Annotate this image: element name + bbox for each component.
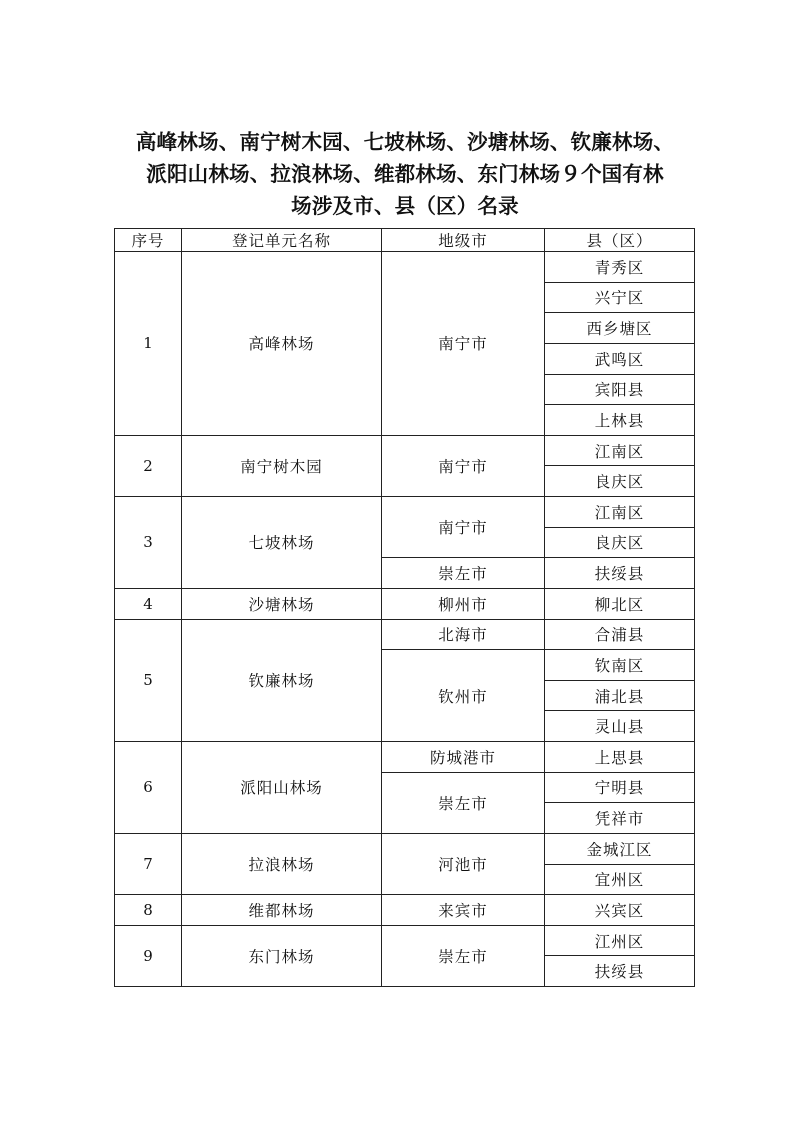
- table-row: [115, 925, 695, 956]
- county-name: 宾阳县: [545, 374, 695, 405]
- county-name: 扶绥县: [545, 558, 695, 589]
- table-row: [115, 742, 695, 773]
- city-name: 崇左市: [382, 558, 545, 589]
- unit-name: 派阳山林场: [182, 742, 382, 834]
- table-row: [115, 895, 695, 926]
- county-name: 江南区: [545, 435, 695, 466]
- unit-name: 东门林场: [182, 925, 382, 986]
- unit-name: 维都林场: [182, 895, 382, 926]
- table-row: [115, 619, 695, 650]
- forest-farm-table: [114, 228, 695, 987]
- unit-name: 七坡林场: [182, 497, 382, 589]
- county-name: 兴宾区: [545, 895, 695, 926]
- title-line-3: 场涉及市、县（区）名录: [291, 194, 519, 218]
- table-row: [115, 252, 695, 283]
- county-name: 合浦县: [545, 619, 695, 650]
- row-number: 6: [115, 742, 182, 834]
- unit-name: 拉浪林场: [182, 833, 382, 894]
- county-name: 江州区: [545, 925, 695, 956]
- unit-name: 高峰林场: [182, 252, 382, 436]
- city-name: 崇左市: [382, 925, 545, 986]
- table-row: [115, 833, 695, 864]
- county-name: 金城江区: [545, 833, 695, 864]
- page-title: [100, 126, 710, 222]
- city-name: 崇左市: [382, 772, 545, 833]
- county-name: 宜州区: [545, 864, 695, 895]
- header-cell-county: 县（区）: [545, 229, 695, 252]
- county-name: 钦南区: [545, 650, 695, 681]
- county-name: 西乡塘区: [545, 313, 695, 344]
- table-row: [115, 497, 695, 528]
- county-name: 扶绥县: [545, 956, 695, 987]
- header-cell-unit-name: 登记单元名称: [182, 229, 382, 252]
- county-name: 江南区: [545, 497, 695, 528]
- title-line-2: 派阳山林场、拉浪林场、维都林场、东门林场９个国有林: [146, 162, 664, 186]
- county-name: 宁明县: [545, 772, 695, 803]
- city-name: 柳州市: [382, 588, 545, 619]
- city-name: 防城港市: [382, 742, 545, 773]
- row-number: 7: [115, 833, 182, 894]
- city-name: 南宁市: [382, 497, 545, 558]
- table-row: [115, 588, 695, 619]
- city-name: 南宁市: [382, 252, 545, 436]
- title-line-1: 高峰林场、南宁树木园、七坡林场、沙塘林场、钦廉林场、: [135, 130, 675, 154]
- county-name: 柳北区: [545, 588, 695, 619]
- city-name: 南宁市: [382, 435, 545, 496]
- county-name: 良庆区: [545, 466, 695, 497]
- city-name: 钦州市: [382, 650, 545, 742]
- county-name: 武鸣区: [545, 343, 695, 374]
- table-body: [115, 252, 695, 987]
- row-number: 4: [115, 588, 182, 619]
- county-name: 兴宁区: [545, 282, 695, 313]
- county-name: 良庆区: [545, 527, 695, 558]
- header-cell-no: 序号: [115, 229, 182, 252]
- row-number: 2: [115, 435, 182, 496]
- unit-name: 沙塘林场: [182, 588, 382, 619]
- city-name: 北海市: [382, 619, 545, 650]
- county-name: 灵山县: [545, 711, 695, 742]
- county-name: 浦北县: [545, 680, 695, 711]
- row-number: 3: [115, 497, 182, 589]
- header-row: [115, 229, 695, 252]
- row-number: 1: [115, 252, 182, 436]
- row-number: 8: [115, 895, 182, 926]
- table-row: [115, 435, 695, 466]
- county-name: 上林县: [545, 405, 695, 436]
- header-cell-city: 地级市: [382, 229, 545, 252]
- city-name: 河池市: [382, 833, 545, 894]
- unit-name: 南宁树木园: [182, 435, 382, 496]
- row-number: 5: [115, 619, 182, 742]
- city-name: 来宾市: [382, 895, 545, 926]
- row-number: 9: [115, 925, 182, 986]
- county-name: 青秀区: [545, 252, 695, 283]
- unit-name: 钦廉林场: [182, 619, 382, 742]
- county-name: 上思县: [545, 742, 695, 773]
- county-name: 凭祥市: [545, 803, 695, 834]
